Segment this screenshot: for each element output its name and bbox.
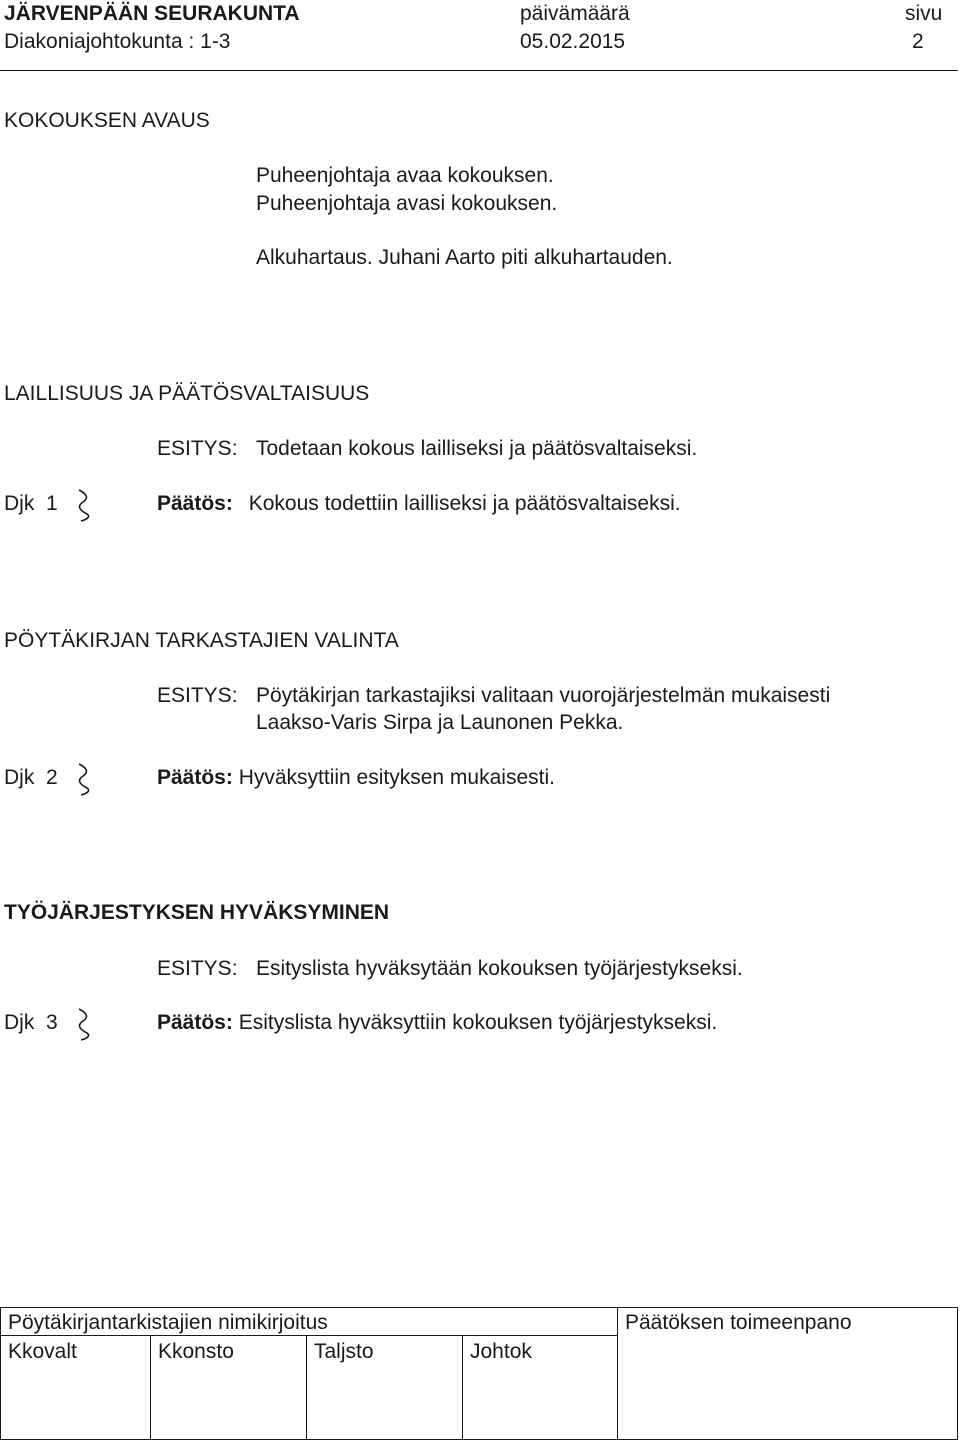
section-line: Puheenjohtaja avasi kokouksen. (256, 192, 558, 215)
organization-name: JÄRVENPÄÄN SEURAKUNTA (4, 2, 300, 25)
proposal-text: Todetaan kokous lailliseksi ja päätösvaltaiseksi. (256, 437, 698, 460)
decision-text: Kokous todettiin lailliseksi ja päätösvaltaiseksi. (248, 492, 681, 515)
signatures-title: Pöytäkirjantarkistajien nimikirjoitus (8, 1311, 328, 1334)
decision-label: Päätös: (157, 492, 233, 515)
body-name: Diakoniajohtokunta (4, 30, 183, 53)
execution-title: Päätöksen toimeenpano (625, 1311, 852, 1334)
proposal-label: ESITYS: (157, 684, 238, 707)
signer-label: Johtok (470, 1340, 532, 1363)
section-heading: TYÖJÄRJESTYKSEN HYVÄKSYMINEN (4, 901, 390, 924)
meeting-number: : 1-3 (188, 30, 231, 53)
decision-line (157, 1011, 717, 1035)
decision-ref: Djk 2 (4, 766, 58, 789)
signature-table (0, 1307, 958, 1440)
decision-ref: Djk 3 (4, 1011, 58, 1034)
header-rule (0, 70, 958, 71)
decision-text: Esityslista hyväksyttiin kokouksen työjärjestykseksi. (238, 1011, 718, 1034)
page-label: sivu (905, 2, 943, 25)
section-line: Alkuhartaus. Juhani Aarto piti alkuhartauden. (256, 246, 673, 269)
page-number: 2 (912, 30, 924, 53)
decision-text: Hyväksyttiin esityksen mukaisesti. (238, 766, 555, 789)
section-line: Puheenjohtaja avaa kokouksen. (256, 164, 554, 187)
proposal-text: Pöytäkirjan tarkastajiksi valitaan vuorojärjestelmän mukaisesti (256, 684, 831, 707)
section-heading: PÖYTÄKIRJAN TARKASTAJIEN VALINTA (4, 629, 399, 652)
section-heading: KOKOUKSEN AVAUS (4, 109, 210, 132)
proposal-label: ESITYS: (157, 957, 238, 980)
section-sign-icon (77, 1007, 91, 1041)
decision-line (157, 766, 555, 790)
body-name-line (4, 30, 231, 54)
proposal-label: ESITYS: (157, 437, 238, 460)
signer-label: Taljsto (314, 1340, 374, 1363)
decision-ref: Djk 1 (4, 492, 58, 515)
decision-label: Päätös: (157, 766, 233, 789)
proposal-text: Esityslista hyväksytään kokouksen työjärjestykseksi. (256, 957, 743, 980)
proposal-text-cont: Laakso-Varis Sirpa ja Launonen Pekka. (256, 711, 624, 734)
section-sign-icon (77, 762, 91, 796)
section-sign-icon (77, 488, 91, 522)
signer-label: Kkovalt (8, 1340, 77, 1363)
date-label: päivämäärä (520, 2, 630, 25)
section-heading: LAILLISUUS JA PÄÄTÖSVALTAISUUS (4, 382, 370, 405)
signer-label: Kkonsto (158, 1340, 234, 1363)
decision-label: Päätös: (157, 1011, 233, 1034)
meeting-date: 05.02.2015 (520, 30, 626, 53)
decision-line (157, 492, 681, 516)
